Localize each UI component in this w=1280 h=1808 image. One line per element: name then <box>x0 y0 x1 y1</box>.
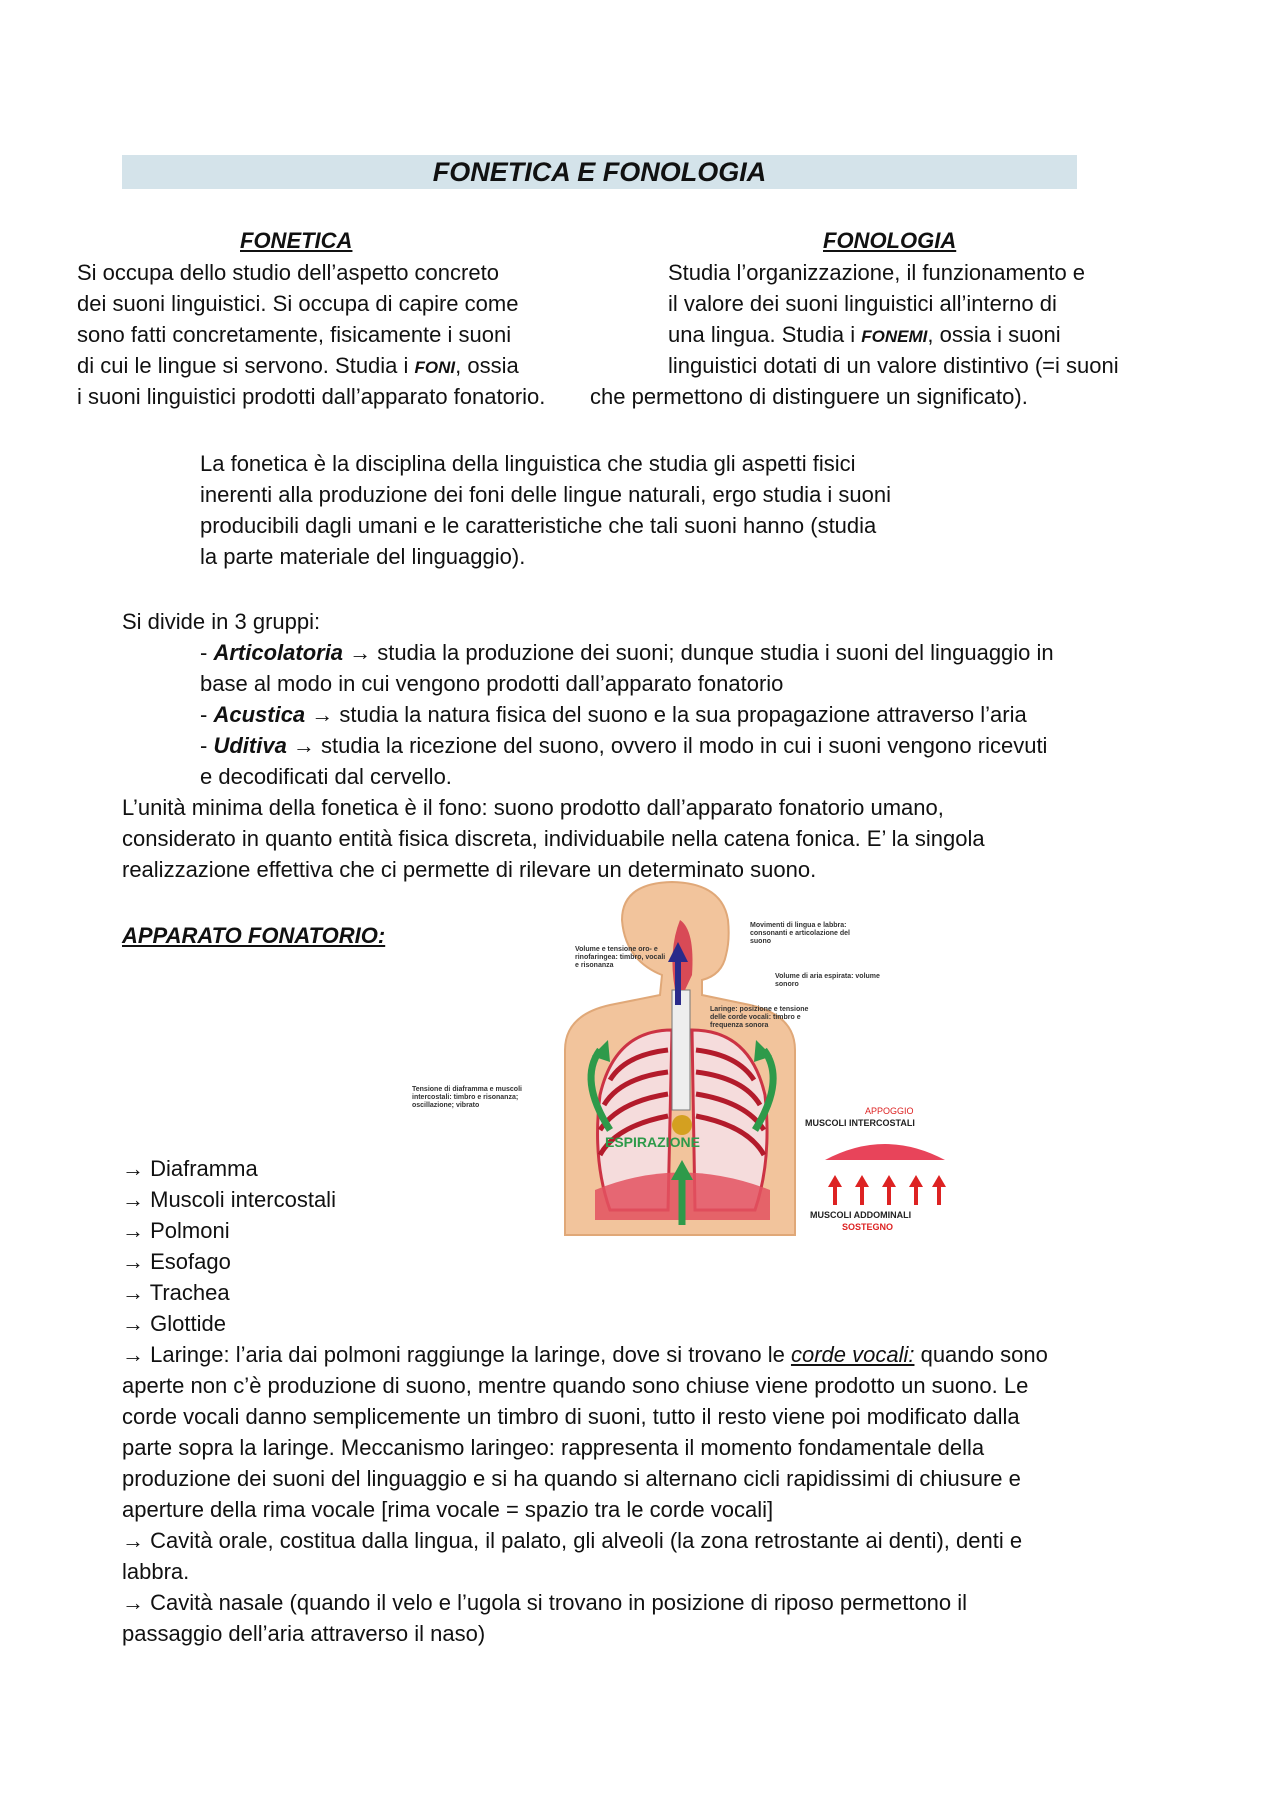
fonologia-line-1: Studia l’organizzazione, il funzionamento e <box>668 260 1086 285</box>
organ-item: → Esofago <box>122 1249 231 1274</box>
fonetica-line-3: sono fatti concretamente, fisicamente i suoni <box>77 322 512 347</box>
page-title: FONETICA E FONOLOGIA <box>432 157 767 187</box>
organ-item: → Polmoni <box>122 1218 230 1243</box>
label-volume: Volume e tensione oro- e rinofaringea: timbro, vocali e risonanza <box>575 946 666 969</box>
cavita-nasale-line-1: → Cavità nasale (quando il velo e l’ugola si trovano in posizione di riposo permettono il <box>122 1590 968 1615</box>
title-bar <box>122 155 1077 189</box>
laringe-line: parte sopra la laringe. Meccanismo laringeo: rappresenta il momento fondamentale della <box>122 1435 985 1460</box>
definition-line-1: La fonetica è la disciplina della linguistica che studia gli aspetti fisici <box>200 451 856 476</box>
laringe-line-1: → Laringe: l’aria dai polmoni raggiunge la laringe, dove si trovano le corde vocali: quando sono <box>122 1342 1048 1367</box>
definition-line-2: inerenti alla produzione dei foni delle lingue naturali, ergo studia i suoni <box>200 482 892 507</box>
organ-item: → Glottide <box>122 1311 226 1336</box>
fonologia-line-2: il valore dei suoni linguistici all’interno di <box>668 291 1057 316</box>
label-aria: Volume di aria espirata: volume sonoro <box>775 973 880 988</box>
unit-line-2: considerato in quanto entità fisica discreta, individuabile nella catena fonica. E’ la singola <box>122 826 985 851</box>
label-appoggio: APPOGGIO <box>865 1106 914 1116</box>
definition-line-4: la parte materiale del linguaggio). <box>200 544 526 569</box>
group-item: - Articolatoria → studia la produzione dei suoni; dunque studia i suoni del linguaggio in <box>200 640 1054 665</box>
group-item-cont: base al modo in cui vengono prodotti dall’apparato fonatorio <box>200 671 784 696</box>
label-muscoli-addominali: MUSCOLI ADDOMINALI <box>810 1210 912 1220</box>
fonetica-heading: FONETICA <box>240 228 353 253</box>
fonetica-line-2: dei suoni linguistici. Si occupa di capire come <box>77 291 519 316</box>
groups-intro: Si divide in 3 gruppi: <box>122 609 321 634</box>
fonetica-line-1: Si occupa dello studio dell’aspetto concreto <box>77 260 499 285</box>
fonologia-line-3: una lingua. Studia i FONEMI, ossia i suoni <box>668 322 1061 347</box>
label-movimenti: Movimenti di lingua e labbra: consonanti e articolazione del suono <box>750 922 850 945</box>
respiratory-figure <box>410 880 950 1240</box>
laringe-line: corde vocali danno semplicemente un timbro di suoni, tutto il resto viene poi modificato dalla <box>122 1404 1020 1429</box>
organ-item: → Trachea <box>122 1280 230 1305</box>
fonologia-line-4: linguistici dotati di un valore distintivo (=i suoni <box>668 353 1119 378</box>
laringe-line: aperte non c’è produzione di suono, mentre quando sono chiuse viene prodotto un suono. Le <box>122 1373 1029 1398</box>
cavita-nasale-line-2: passaggio dell’aria attraverso il naso) <box>122 1621 486 1646</box>
label-sostegno: SOSTEGNO <box>842 1222 894 1232</box>
corde-vocali-term: corde vocali: <box>790 1342 915 1367</box>
group-item: - Acustica → studia la natura fisica del suono e la sua propagazione attraverso l’aria <box>200 702 1027 727</box>
group-item-cont: e decodificati dal cervello. <box>200 764 452 789</box>
group-item: - Uditiva → studia la ricezione del suono, ovvero il modo in cui i suoni vengono ricevuti <box>200 733 1048 758</box>
unit-line-3: realizzazione effettiva che ci permette di rilevare un determinato suono. <box>122 857 817 882</box>
fonologia-heading: FONOLOGIA <box>823 228 957 253</box>
label-tensione: Tensione di diaframma e muscoli intercostali: timbro e risonanza; oscillazione; vibrato <box>412 1086 522 1109</box>
laringe-line: produzione dei suoni del linguaggio e si ha quando si alternano cicli rapidissimi di chiusure e <box>122 1466 1021 1491</box>
label-espirazione: ESPIRAZIONE <box>605 1134 700 1150</box>
organ-item: → Diaframma <box>122 1156 258 1181</box>
fonetica-line-5: i suoni linguistici prodotti dall’apparato fonatorio. <box>77 384 546 409</box>
apparatus-heading: APPARATO FONATORIO: <box>122 923 386 948</box>
label-muscoli-intercostali: MUSCOLI INTERCOSTALI <box>805 1118 915 1128</box>
fonetica-line-4: di cui le lingue si servono. Studia i FONI, ossia <box>77 353 519 378</box>
respiratory-diagram <box>410 880 950 1240</box>
fonemi-term: FONEMI <box>861 327 928 346</box>
unit-line-1: L’unità minima della fonetica è il fono: suono prodotto dall’apparato fonatorio umano, <box>122 795 944 820</box>
cavita-orale-line-2: labbra. <box>122 1559 190 1584</box>
cavita-orale-line-1: → Cavità orale, costitua dalla lingua, il palato, gli alveoli (la zona retrostante ai denti), denti e <box>122 1528 1023 1553</box>
organ-item: → Muscoli intercostali <box>122 1187 336 1212</box>
label-laringe: Laringe: posizione e tensione delle corde vocali: timbro e frequenza sonora <box>710 1006 809 1029</box>
foni-term: FONI <box>414 358 456 377</box>
laringe-line: aperture della rima vocale [rima vocale = spazio tra le corde vocali] <box>122 1497 774 1522</box>
definition-line-3: producibili dagli umani e le caratteristiche che tali suoni hanno (studia <box>200 513 877 538</box>
label-diaframma: DIAFRAMMA <box>860 1160 916 1170</box>
fonologia-line-5: che permettono di distinguere un significato). <box>590 384 1028 409</box>
